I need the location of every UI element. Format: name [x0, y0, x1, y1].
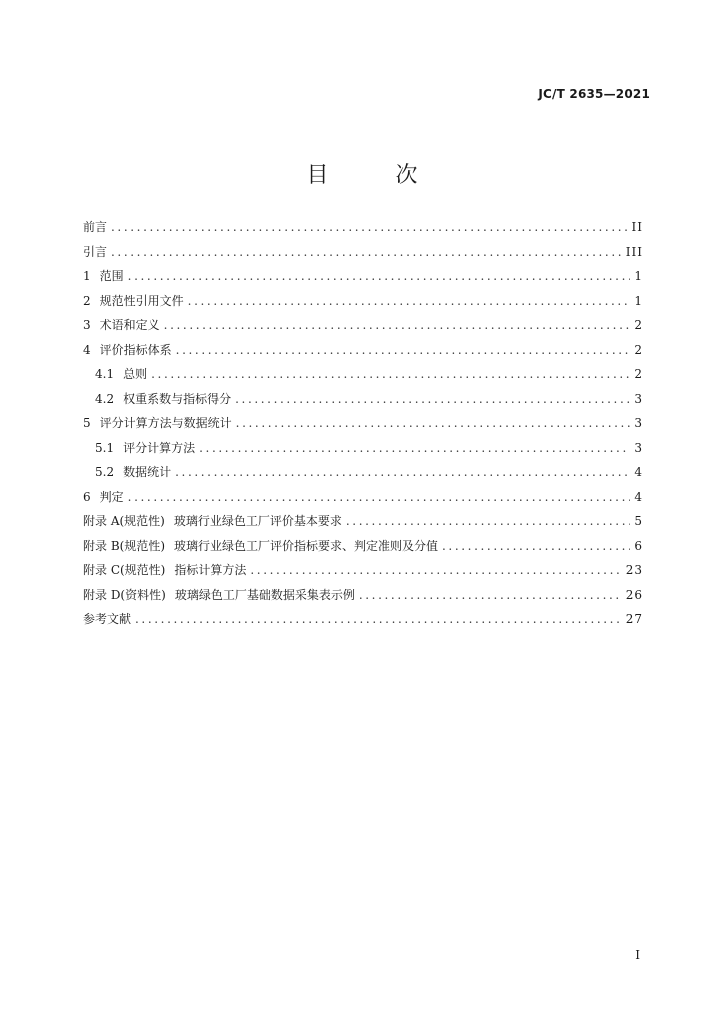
toc-entry-page: 26	[625, 587, 643, 602]
toc-leader-dots	[359, 588, 622, 602]
toc-entry-page: 3	[634, 440, 643, 455]
toc-entry-6[interactable]	[83, 488, 643, 513]
toc-entry-5-2[interactable]	[83, 463, 643, 488]
toc-leader-dots	[175, 465, 630, 479]
toc-entry-text: 指标计算方法	[174, 563, 247, 577]
toc-entry-appendix-a[interactable]	[83, 512, 643, 537]
toc-entry-number: 6	[83, 489, 91, 504]
toc-entry-number: 4.1	[95, 367, 115, 381]
toc-entry-page: 2	[634, 367, 643, 381]
toc-leader-dots	[176, 343, 631, 357]
toc-entry-number: 1	[83, 269, 91, 283]
toc-entry-5[interactable]	[83, 414, 643, 439]
toc-entry-page: 27	[625, 612, 643, 626]
toc-leader-dots	[111, 245, 622, 259]
toc-entry-page: 1	[634, 293, 643, 308]
toc-entry-number: 3	[83, 318, 91, 332]
toc-entry-text: 判定	[99, 489, 124, 504]
toc-leader-dots	[346, 514, 630, 528]
toc-leader-dots	[235, 392, 630, 406]
toc-entry-appendix-c[interactable]	[83, 561, 643, 586]
toc-leader-dots	[164, 318, 631, 332]
toc-entry-page: 4	[634, 489, 643, 504]
toc-entry-text: 评价指标体系	[99, 342, 172, 357]
toc-entry-text: 范围	[99, 269, 124, 283]
toc-entry-3[interactable]	[83, 316, 643, 341]
toc-leader-dots	[236, 416, 631, 430]
toc-leader-dots	[151, 367, 630, 381]
standard-code: JC/T 2635—2021	[538, 87, 650, 101]
toc-entry-page: 2	[634, 342, 643, 357]
toc-entry-page: II	[631, 220, 643, 234]
toc-entry-page: 5	[634, 514, 643, 528]
toc-entry-number: 5.2	[95, 465, 115, 479]
toc-entry-page: 6	[634, 538, 643, 553]
toc-entry-1[interactable]	[83, 267, 643, 292]
toc-entry-page: 4	[634, 465, 643, 479]
toc-entry-text: 评分计算方法	[123, 440, 196, 455]
toc-entry-references[interactable]	[83, 610, 643, 635]
toc-leader-dots	[111, 220, 628, 234]
toc-entry-page: 3	[634, 416, 643, 430]
toc-entry-appendix-b[interactable]	[83, 537, 643, 562]
page-title: 目 次	[306, 163, 448, 188]
toc-entry-text: 规范性引用文件	[99, 293, 184, 308]
toc-entry-number: 4	[83, 342, 91, 357]
toc-entry-page: 2	[634, 318, 643, 332]
toc-entry-text: 术语和定义	[99, 318, 160, 332]
toc-leader-dots	[135, 612, 622, 626]
toc-entry-number: 附录 C(规范性)	[83, 563, 166, 577]
toc-entry-text: 评分计算方法与数据统计	[99, 416, 232, 430]
toc-entry-page: 1	[634, 269, 643, 283]
toc-leader-dots	[199, 441, 630, 455]
page-number: I	[635, 948, 640, 962]
toc-entry-4-1[interactable]	[83, 365, 643, 390]
toc-entry-number: 附录 A(规范性)	[83, 514, 165, 528]
toc-leader-dots	[128, 269, 631, 283]
toc-entry-appendix-d[interactable]	[83, 586, 643, 611]
toc-entry-introduction[interactable]	[83, 243, 643, 268]
toc-entry-text: 前言	[83, 220, 108, 234]
toc-entry-text: 玻璃行业绿色工厂评价基本要求	[173, 514, 342, 528]
toc-entry-page: III	[625, 244, 643, 259]
toc-entry-number: 5	[83, 416, 91, 430]
toc-leader-dots	[188, 294, 631, 308]
toc-entry-number: 2	[83, 293, 91, 308]
toc-entry-preface[interactable]	[83, 218, 643, 243]
toc-leader-dots	[128, 490, 631, 504]
toc-entry-number: 附录 D(资料性)	[83, 587, 166, 602]
toc-entry-2[interactable]	[83, 292, 643, 317]
toc-entry-text: 玻璃绿色工厂基础数据采集表示例	[174, 587, 355, 602]
toc-entry-text: 总则	[123, 367, 148, 381]
toc-entry-number: 4.2	[95, 391, 115, 406]
toc-entry-text: 玻璃行业绿色工厂评价指标要求、判定准则及分值	[174, 538, 439, 553]
toc-entry-5-1[interactable]	[83, 439, 643, 464]
toc-entry-page: 3	[634, 391, 643, 406]
toc-entry-text: 数据统计	[123, 465, 172, 479]
toc-entry-number: 附录 B(规范性)	[83, 538, 165, 553]
toc-entry-4-2[interactable]	[83, 390, 643, 415]
toc-entry-text: 权重系数与指标得分	[123, 391, 232, 406]
toc-entry-page: 23	[625, 563, 643, 577]
toc-entry-text: 引言	[83, 244, 108, 259]
toc-leader-dots	[250, 563, 621, 577]
toc-leader-dots	[442, 539, 630, 553]
toc-entry-number: 5.1	[95, 440, 115, 455]
toc-entry-text: 参考文献	[83, 612, 132, 626]
toc-entry-4[interactable]	[83, 341, 643, 366]
table-of-contents	[83, 218, 643, 635]
